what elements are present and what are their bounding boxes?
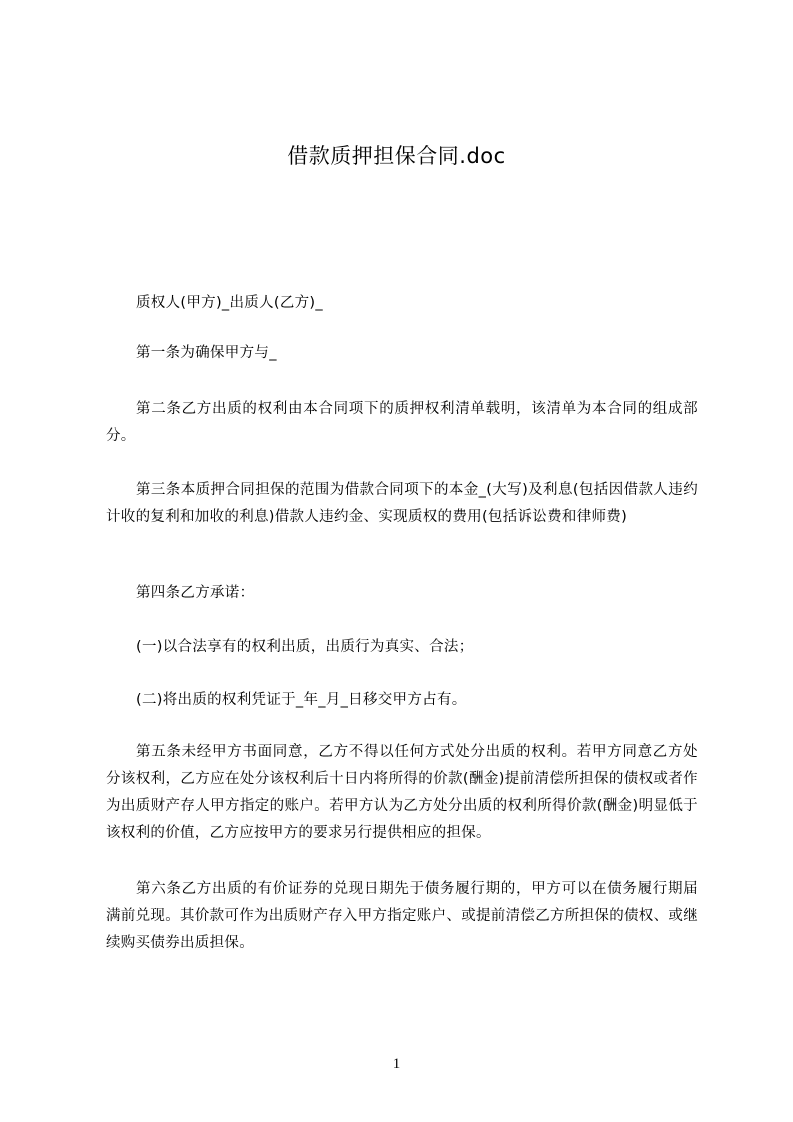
paragraph-article-3: 第三条本质押合同担保的范围为借款合同项下的本金_(大写)及利息(包括因借款人违约计收的复利和加收的利息)借款人违约金、实现质权的费用(包括诉讼费和律师费)	[106, 482, 698, 525]
paragraph-article-5: 第五条未经甲方书面同意，乙方不得以任何方式处分出质的权利。若甲方同意乙方处分该权利，乙方应在处分该权利后十日内将所得的价款(酬金)提前清偿所担保的债权或者作为出质财产存人甲方指定的账户。若甲方认为乙方处分出质的权利所得价款(酬金)明显低于该权利的价值，乙方应按甲方的要求另行提供相应的担保。	[106, 744, 698, 841]
page-number: 1	[392, 1056, 401, 1072]
paragraph-article-4-item-2: (二)将出质的权利凭证于_年_月_日移交甲方占有。	[136, 692, 467, 708]
paragraph-article-2: 第二条乙方出质的权利由本合同项下的质押权利清单载明，该清单为本合同的组成部分。	[106, 401, 698, 444]
paragraph-article-1: 第一条为确保甲方与_	[136, 345, 277, 361]
paragraph-article-4: 第四条乙方承诺：	[136, 585, 255, 601]
paragraph-article-4-item-1: (一)以合法享有的权利出质，出质行为真实、合法；	[136, 639, 474, 655]
paragraph-parties: 质权人(甲方)_出质人(乙方)_	[136, 295, 323, 311]
document-title: 借款质押担保合同.doc	[287, 144, 506, 168]
paragraph-article-6: 第六条乙方出质的有价证券的兑现日期先于债务履行期的，甲方可以在债务履行期届满前兑现。其价款可作为出质财产存入甲方指定账户、或提前清偿乙方所担保的债权、或继续购买债券出质担保。	[106, 881, 698, 951]
